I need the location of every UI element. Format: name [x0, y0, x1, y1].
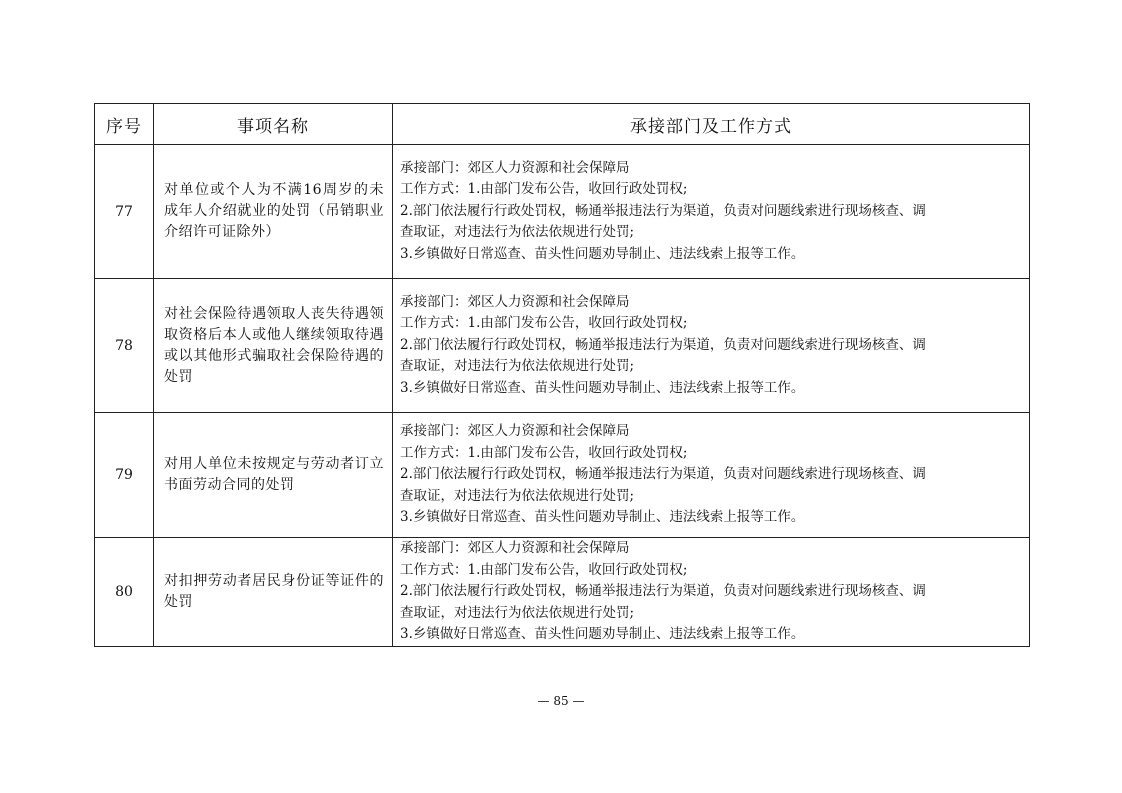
method-line: 查取证，对违法行为依法依规进行处罚; — [400, 604, 635, 621]
header-serial-number: 序号 — [95, 104, 154, 145]
method-line: 2.部门依法履行行政处罚权，畅通举报违法行为渠道，负责对问题线索进行现场核查、调 — [400, 336, 926, 353]
matters-table — [94, 103, 1030, 647]
row-department-method — [393, 538, 1030, 647]
row-department-method — [393, 145, 1030, 279]
method-line: 3.乡镇做好日常巡查、苗头性问题劝导制止、违法线索上报等工作。 — [400, 509, 805, 526]
method-line: 3.乡镇做好日常巡查、苗头性问题劝导制止、违法线索上报等工作。 — [400, 379, 805, 396]
row-serial-number: 79 — [95, 413, 154, 538]
header-department-method: 承接部门及工作方式 — [393, 104, 1030, 145]
row-item-name: 对用人单位未按规定与劳动者订立书面劳动合同的处罚 — [154, 413, 393, 538]
method-line: 查取证，对违法行为依法依规进行处罚; — [400, 358, 635, 375]
page-number: — 85 — — [537, 694, 585, 708]
department-line: 承接部门：郊区人力资源和社会保障局 — [400, 540, 630, 556]
row-item-name: 对扣押劳动者居民身份证等证件的处罚 — [154, 538, 393, 647]
department-line: 承接部门：郊区人力资源和社会保障局 — [400, 159, 630, 176]
table-row — [95, 538, 1030, 647]
method-line: 3.乡镇做好日常巡查、苗头性问题劝导制止、违法线索上报等工作。 — [400, 626, 805, 642]
method-line: 查取证，对违法行为依法依规进行处罚; — [400, 224, 635, 241]
method-line: 工作方式：1.由部门发布公告，收回行政处罚权; — [400, 561, 688, 578]
method-line: 工作方式：1.由部门发布公告，收回行政处罚权; — [400, 181, 688, 198]
row-item-name: 对单位或个人为不满16周岁的未成年人介绍就业的处罚（吊销职业介绍许可证除外） — [154, 145, 393, 279]
department-line: 承接部门：郊区人力资源和社会保障局 — [400, 293, 630, 310]
method-line: 查取证，对违法行为依法依规进行处罚; — [400, 487, 635, 504]
department-line: 承接部门：郊区人力资源和社会保障局 — [400, 423, 630, 440]
header-item-name: 事项名称 — [154, 104, 393, 145]
method-line: 工作方式：1.由部门发布公告，收回行政处罚权; — [400, 444, 688, 461]
row-serial-number: 77 — [95, 145, 154, 279]
method-line: 工作方式：1.由部门发布公告，收回行政处罚权; — [400, 315, 688, 332]
method-line: 2.部门依法履行行政处罚权，畅通举报违法行为渠道，负责对问题线索进行现场核查、调 — [400, 583, 926, 599]
row-department-method — [393, 413, 1030, 538]
table-header-row — [95, 104, 1030, 145]
table-row — [95, 279, 1030, 413]
table-row — [95, 413, 1030, 538]
row-item-name: 对社会保险待遇领取人丧失待遇领取资格后本人或他人继续领取待遇或以其他形式骗取社会保险待遇的处罚 — [154, 279, 393, 413]
row-serial-number: 80 — [95, 538, 154, 647]
table-row — [95, 145, 1030, 279]
row-serial-number: 78 — [95, 279, 154, 413]
method-line: 2.部门依法履行行政处罚权，畅通举报违法行为渠道，负责对问题线索进行现场核查、调 — [400, 466, 926, 483]
row-department-method — [393, 279, 1030, 413]
method-line: 3.乡镇做好日常巡查、苗头性问题劝导制止、违法线索上报等工作。 — [400, 245, 805, 262]
method-line: 2.部门依法履行行政处罚权，畅通举报违法行为渠道，负责对问题线索进行现场核查、调 — [400, 202, 926, 219]
